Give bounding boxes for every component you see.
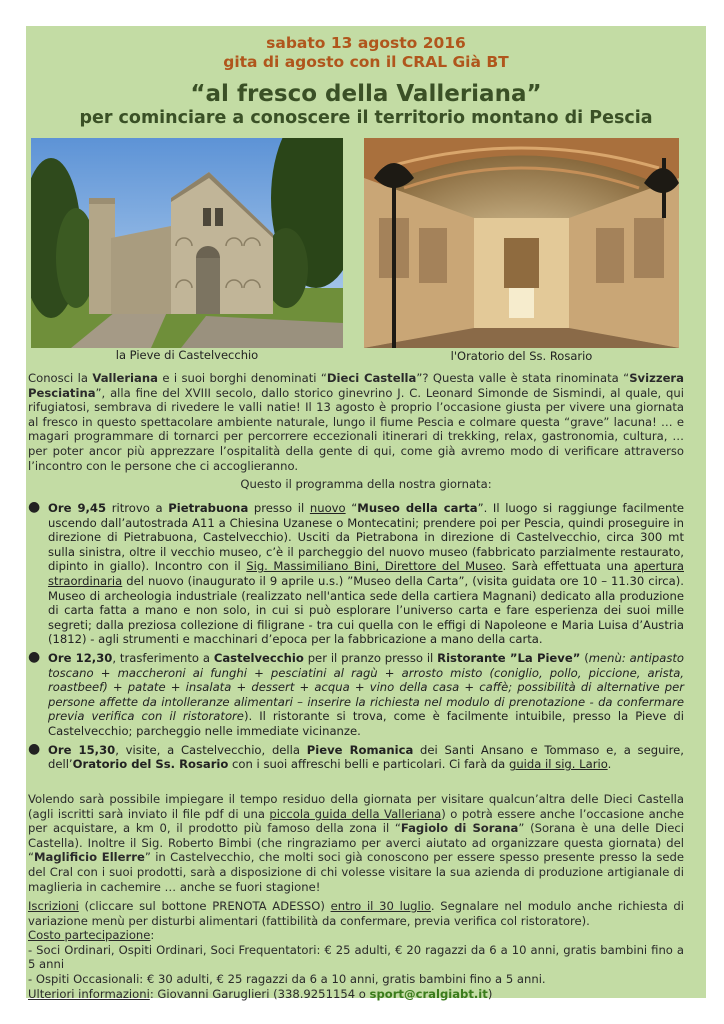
flyer-sheet (26, 26, 706, 1001)
list-item: ● Ore 9,45 ritrovo a Pietrabuona presso il nuovo “Museo della carta”. Il luogo si raggiunge facilmente uscendo dall’autostrada A11 a Chiesina Uzanese o Montecatini; prendere poi per Pescia, quindi proseguire in direzione di Pietrabuona, Castelvecchio). Usciti da Pietrabona in direzione di Castelvecchio, circa 300 mt sulla sinistra, oltre il vecchio museo, c’è il parcheggio del nuovo museo (fabbricato parzialmente restaurato, dipinto in giallo). Incontro con il Sig. Massimiliano Bini, Direttore del Museo. Sarà effettuata una apertura straordinaria del nuovo (inaugurato il 9 aprile u.s.) ”Museo della Carta”, (visita guidata ore 10 – 11.30 circa). Museo di archeologia industriale (realizzato nell'antica sede della cartiera Magnani) dedicato alla produzione di carta fatta a mano e non solo, in cui si può esplorare l’universo carta e fare esperienza dei suoi mille segreti; dalla preziosa collezione di filigrane - tra cui quella con le effigi di Napoleone e Maria Luisa d’Austria (1812) - agli strumenti e macchinari d’epoca per la fabbricazione a mano della carta. (28, 499, 685, 647)
intro-paragraph: Conosci la Valleriana e i suoi borghi denominati “Dieci Castella”? Questa valle è stata rinominata “Svizzera Pesciatina”, alla fine del XVIII secolo, dallo storico ginevrino J. C. Leonard Simonde de Sismindi, al quale, qui rifugiatosi, sembrava di rivedere le valli natie! Il 13 agosto è proprio l’occasione giusta per vivere una giornata al fresco in questo spettacolare ambiente naturale, lungo il fiume Pescia e colmare questa “grave” lacuna! … e magari programmare di tornarci per percorrere eccezionali itinerari di trekking, relax, gastronomia, cultura, … per poter ancor più apprezzare l’ospitalità della gente di qui, come già avremo modo di verificare attraverso l’incontro con le persone che ci accoglieranno. (28, 371, 684, 473)
extra-paragraph: Volendo sarà possibile impiegare il tempo residuo della giornata per visitare qualcun’altra delle Dieci Castella (agli iscritti sarà inviato il file pdf di una piccola guida della Valleriana) o potrà essere anche l’occasione anche per acquistare, a km 0, il prodotto più famoso della zona il “Fagiolo di Sorana” (Sorana è una delle Dieci Castella). Inoltre il Sig. Roberto Bimbi (che ringraziamo per averci aiutato ad organizzare questa giornata) del “Maglificio Ellerre” in Castelvecchio, che molti soci già conoscono per essere spesso presente presso la sede del Cral con i suoi prodotti, sarà a disposizione di chi volesse visitare la sua azienda di produzione artigianale di maglieria in cachemire … anche se fuori stagione! (28, 792, 684, 894)
list-item: ● Ore 15,30, visite, a Castelvecchio, della Pieve Romanica dei Santi Ansano e Tommaso e, a seguire, dell’Oratorio del Ss. Rosario con i suoi affreschi belli e particolari. Ci farà da guida il sig. Lario. (28, 740, 684, 772)
ulteriori-line: Ulteriori informazioni: Giovanni Garuglieri (338.9251154 o sport@cralgiabt.it) (28, 986, 493, 1001)
costo-label: Costo partecipazione: (28, 928, 155, 943)
oratorio-caption: l'Oratorio del Ss. Rosario (450, 349, 593, 363)
page-title: “al fresco della Valleriana” (190, 81, 542, 107)
page-subtitle: per cominciare a conoscere il territorio montano di Pescia (79, 108, 653, 128)
oratorio-illustration (364, 138, 679, 348)
event-date: sabato 13 agosto 2016 (266, 34, 466, 52)
iscrizioni-link[interactable]: Iscrizioni (28, 899, 79, 913)
programma-list (26, 501, 684, 776)
pieve-illustration (31, 138, 343, 348)
costo-ospiti: - Ospiti Occasionali: € 30 adulti, € 25 ragazzi da 6 a 10 anni, gratis bambini fino a 5 anni. (28, 971, 546, 986)
info-section (28, 899, 684, 1001)
guida-link[interactable]: piccola guida della Valleriana (269, 806, 442, 821)
bullet-icon: ● (28, 740, 41, 757)
iscrizioni-line: Iscrizioni (cliccare sul bottone PRENOTA ADESSO) entro il 30 luglio. Segnalare nel modulo anche richiesta di variazione menù per disturbi alimentari (fattibilità da confermare, previa verifica col ristoratore). (28, 899, 684, 928)
oratorio-photo (364, 138, 679, 348)
bullet-icon: ● (28, 499, 41, 515)
costo-soci: - Soci Ordinari, Ospiti Ordinari, Soci Frequentatori: € 25 adulti, € 20 ragazzi da 6 a 10 anni, gratis bambini fino a 5 anni (28, 942, 684, 972)
bullet-icon: ● (28, 648, 41, 665)
email-link[interactable]: sport@cralgiabt.it (369, 986, 488, 1001)
programma-heading: Questo il programma della nostra giornata: (240, 477, 492, 491)
pieve-caption: la Pieve di Castelvecchio (115, 348, 259, 362)
pieve-photo (31, 138, 343, 348)
trip-name: gita di agosto con il CRAL Già BT (223, 53, 509, 71)
list-item: ● Ore 12,30, trasferimento a Castelvecchio per il pranzo presso il Ristorante ”La Pieve” (menù: antipasto toscano + maccheroni ai funghi + pesciatini al ragù + arrosto misto (coniglio, pollo, piccione, arista, roastbeef) + patate + insalata + dessert + acqua + vino della casa + caffè; possibilità di alternative per persone affette da intolleranze alimentari – inserire la richiesta nel modulo di prenotazione - da confermare previa verifica con il ristoratore). Il ristorante si trova, come è facilmente intuibile, presso la Pieve di Castelvecchio; parcheggio nelle immediate vicinanze. (28, 648, 684, 738)
